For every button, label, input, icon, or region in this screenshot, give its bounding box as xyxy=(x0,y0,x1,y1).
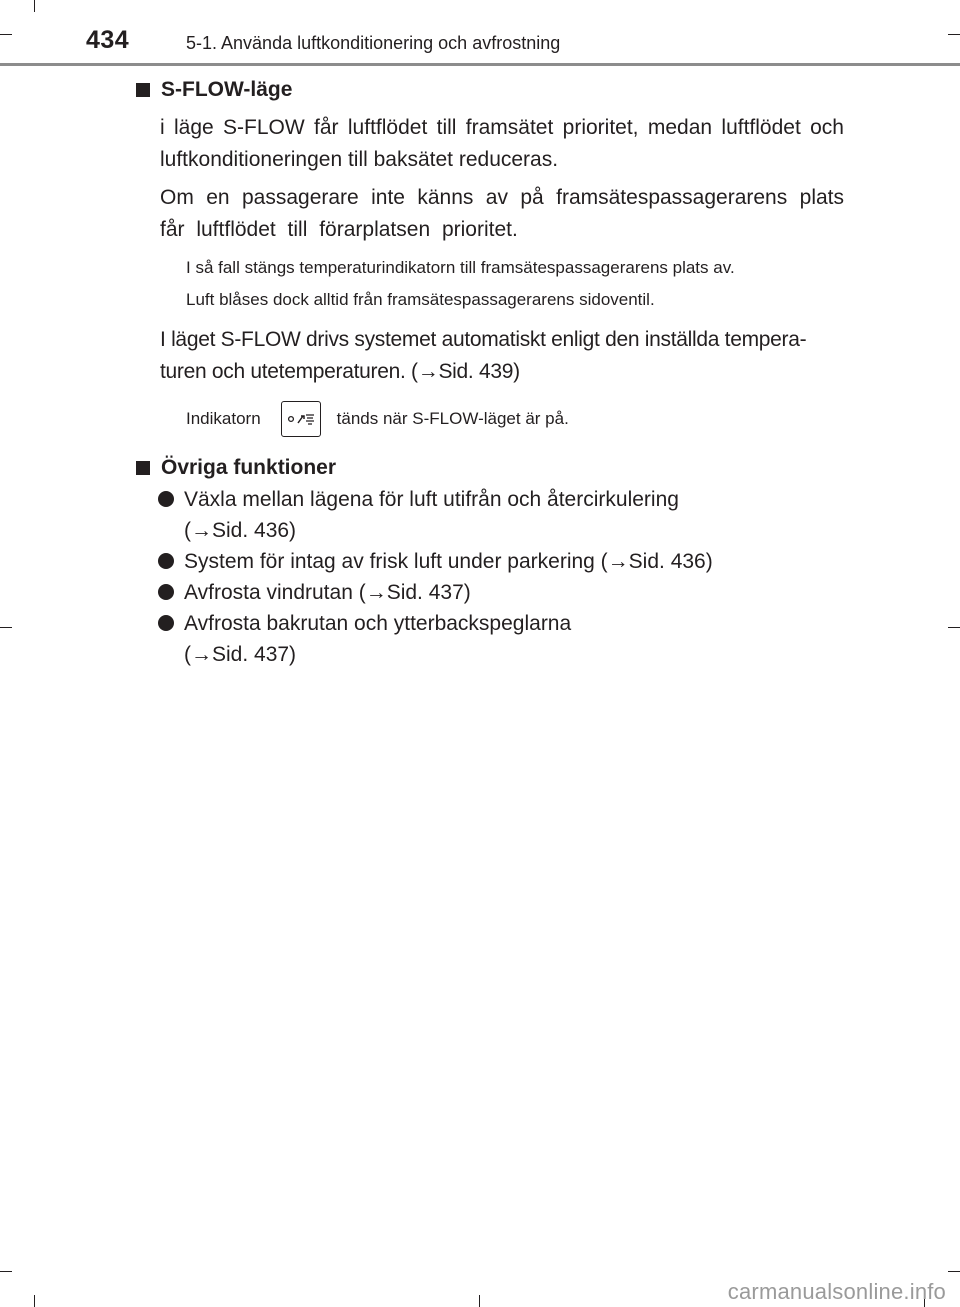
list-item xyxy=(158,608,844,670)
crop-mark xyxy=(948,34,960,35)
section-title: S-FLOW-läge xyxy=(161,78,293,101)
list-item-text: Avfrosta bakrutan och ytterbackspeglarna xyxy=(184,612,572,635)
list-item-text: Avfrosta vindrutan (→Sid. 437) xyxy=(184,581,471,604)
paragraph: i läge S-FLOW får luftflödet till framsätet prioritet, medan luftflödet och luftkonditioneringen till baksätet reduceras. xyxy=(160,116,844,171)
paragraph: Om en passagerare inte känns av på framsätespassagerarens plats får luftflödet till förarplatsen prioritet. xyxy=(160,186,844,241)
crop-mark xyxy=(0,627,12,628)
square-bullet-icon xyxy=(136,83,150,97)
page-number: 434 xyxy=(86,26,130,54)
list-item-ref: (→Sid. 437) xyxy=(184,643,297,666)
crop-mark xyxy=(948,1271,960,1272)
crop-mark xyxy=(948,627,960,628)
page-content xyxy=(136,74,844,670)
square-bullet-icon xyxy=(136,461,150,475)
s-flow-indicator-icon xyxy=(281,401,321,437)
paragraph-line: turen och utetemperaturen. (→Sid. 439) xyxy=(160,360,520,383)
crop-mark xyxy=(0,1271,12,1272)
running-head: 5-1. Använda luftkonditionering och avfrostning xyxy=(186,33,561,53)
list-item-text: System för intag av frisk luft under parkering (→Sid. 436) xyxy=(184,550,713,573)
note-text: I så fall stängs temperaturindikatorn till framsätespassagerarens plats av. xyxy=(186,258,735,277)
section-heading-s-flow xyxy=(136,74,844,106)
indicator-row xyxy=(186,400,844,438)
crop-mark xyxy=(34,0,35,12)
bullet-icon xyxy=(158,584,174,600)
indicator-label: tänds när S-FLOW-läget är på. xyxy=(336,409,569,428)
crop-mark xyxy=(34,1295,35,1307)
crop-mark xyxy=(479,1295,480,1307)
bullet-icon xyxy=(158,615,174,631)
list-item xyxy=(158,546,844,577)
list-item-text: Växla mellan lägena för luft utifrån och återcirkulering xyxy=(184,488,679,511)
paragraph-line: I läget S-FLOW drivs systemet automatiskt enligt den inställda tempera- xyxy=(160,328,807,351)
list-item-ref: (→Sid. 436) xyxy=(184,519,297,542)
section-title: Övriga funktioner xyxy=(161,456,337,479)
note-text: Luft blåses dock alltid från framsätespassagerarens sidoventil. xyxy=(186,290,655,309)
header-rule xyxy=(0,63,960,66)
paragraph xyxy=(160,324,844,388)
section-heading-other xyxy=(136,452,844,484)
indicator-label: Indikatorn xyxy=(186,409,261,428)
watermark: carmanualsonline.info xyxy=(727,1279,946,1304)
list-item xyxy=(158,484,844,546)
bullet-icon xyxy=(158,491,174,507)
bullet-icon xyxy=(158,553,174,569)
list-item xyxy=(158,577,844,608)
crop-mark xyxy=(0,34,12,35)
